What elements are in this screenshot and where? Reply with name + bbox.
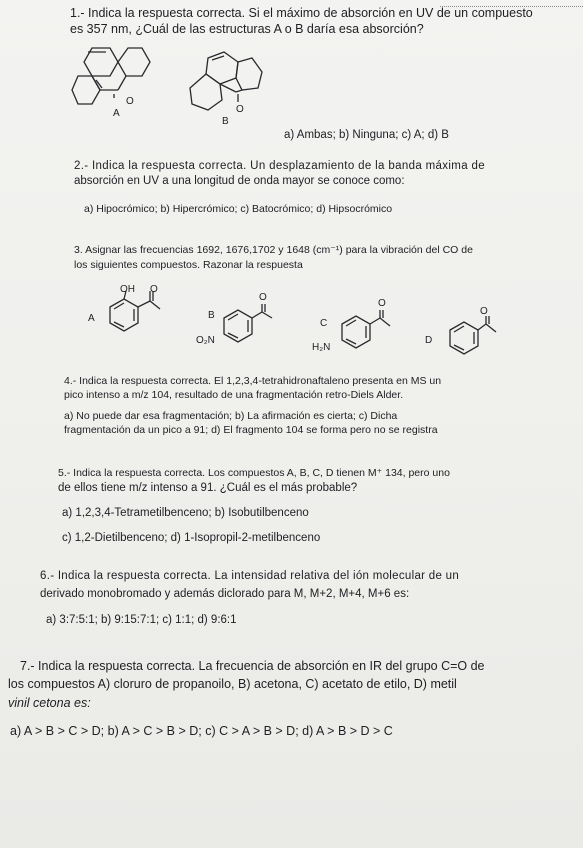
q6-options: a) 3:7:5:1; b) 9:15:7:1; c) 1:1; d) 9:6:1 bbox=[46, 614, 237, 626]
q6-text-line2: derivado monobromado y además diclorado para M, M+2, M+4, M+6 es: bbox=[40, 588, 410, 600]
q3-compound-d-oxygen: O bbox=[480, 306, 488, 317]
q3-compound-d bbox=[444, 316, 514, 361]
q3-h2n-label: H₂N bbox=[312, 342, 331, 353]
q5-text-line1: 5.- Indica la respuesta correcta. Los compuestos A, B, C, D tienen M⁺ 134, pero uno bbox=[58, 467, 450, 479]
q2-text-line2: absorción en UV a una longitud de onda mayor se conoce como: bbox=[74, 175, 405, 187]
q3-text-line1: 3. Asignar las frecuencias 1692, 1676,1702 y 1648 (cm⁻¹) para la vibración del CO de bbox=[74, 244, 473, 256]
q4-text-line4: fragmentación da un pico a 91; d) El fragmento 104 se forma pero no se registra bbox=[64, 424, 438, 436]
q1-structure-a-label: A bbox=[113, 108, 120, 119]
q5-options-cd: c) 1,2-Dietilbenceno; d) 1-Isopropil-2-metilbenceno bbox=[62, 532, 321, 544]
q7-text-line2: los compuestos A) cloruro de propanoilo, B) acetona, C) acetato de etilo, D) metil bbox=[8, 677, 457, 691]
q3-compound-c-oxygen: O bbox=[378, 298, 386, 309]
q1-text-line2: es 357 nm, ¿Cuál de las estructuras A o B daría esa absorción? bbox=[70, 22, 424, 36]
q5-options-ab: a) 1,2,3,4-Tetrametilbenceno; b) Isobutilbenceno bbox=[62, 507, 309, 519]
q3-label-b: B bbox=[208, 310, 215, 321]
q3-oh-label: OH bbox=[120, 284, 135, 295]
q7-text-line3: vinil cetona es: bbox=[8, 696, 91, 710]
q1-options: a) Ambas; b) Ninguna; c) A; d) B bbox=[284, 129, 449, 141]
q3-text-line2: los siguientes compuestos. Razonar la respuesta bbox=[74, 259, 303, 271]
q3-compound-c bbox=[336, 308, 406, 353]
q1-structure-b-oxygen: O bbox=[236, 104, 244, 115]
q1-text-line1: 1.- Indica la respuesta correcta. Si el máximo de absorción en UV de un compuesto bbox=[70, 6, 533, 20]
q5-text-line2: de ellos tiene m/z intenso a 91. ¿Cuál es el más probable? bbox=[58, 482, 358, 494]
q6-text-line1: 6.- Indica la respuesta correcta. La intensidad relativa del ión molecular de un bbox=[40, 570, 460, 582]
q1-structure-a-oxygen: O bbox=[126, 96, 134, 107]
q7-options: a) A > B > C > D; b) A > C > B > D; c) C > A > B > D; d) A > B > D > C bbox=[10, 724, 393, 738]
q1-structure-b-label: B bbox=[222, 116, 229, 127]
q1-structure-b bbox=[188, 48, 278, 128]
q2-options: a) Hipocrómico; b) Hipercrómico; c) Batocrómico; d) Hipsocrómico bbox=[84, 203, 393, 215]
q4-text-line3: a) No puede dar esa fragmentación; b) La afirmación es cierta; c) Dicha bbox=[64, 410, 398, 422]
q3-compound-b-oxygen: O bbox=[259, 292, 267, 303]
q2-text-line1: 2.- Indica la respuesta correcta. Un desplazamiento de la banda máxima de bbox=[74, 160, 486, 172]
q7-text-line1: 7.- Indica la respuesta correcta. La frecuencia de absorción en IR del grupo C=O de bbox=[20, 659, 485, 673]
q4-text-line1: 4.- Indica la respuesta correcta. El 1,2,3,4-tetrahidronaftaleno presenta en MS un bbox=[64, 375, 442, 387]
q3-label-d: D bbox=[425, 335, 433, 346]
q3-o2n-label: O₂N bbox=[196, 335, 215, 346]
q3-compound-a-oxygen: O bbox=[150, 284, 158, 295]
q3-compound-a bbox=[100, 295, 170, 340]
q3-compound-b bbox=[218, 302, 288, 347]
q4-text-line2: pico intenso a m/z 104, resultado de una fragmentación retro-Diels Alder. bbox=[64, 389, 404, 401]
q3-label-c: C bbox=[320, 318, 328, 329]
q3-label-a: A bbox=[88, 313, 95, 324]
q1-structure-a bbox=[70, 38, 160, 118]
